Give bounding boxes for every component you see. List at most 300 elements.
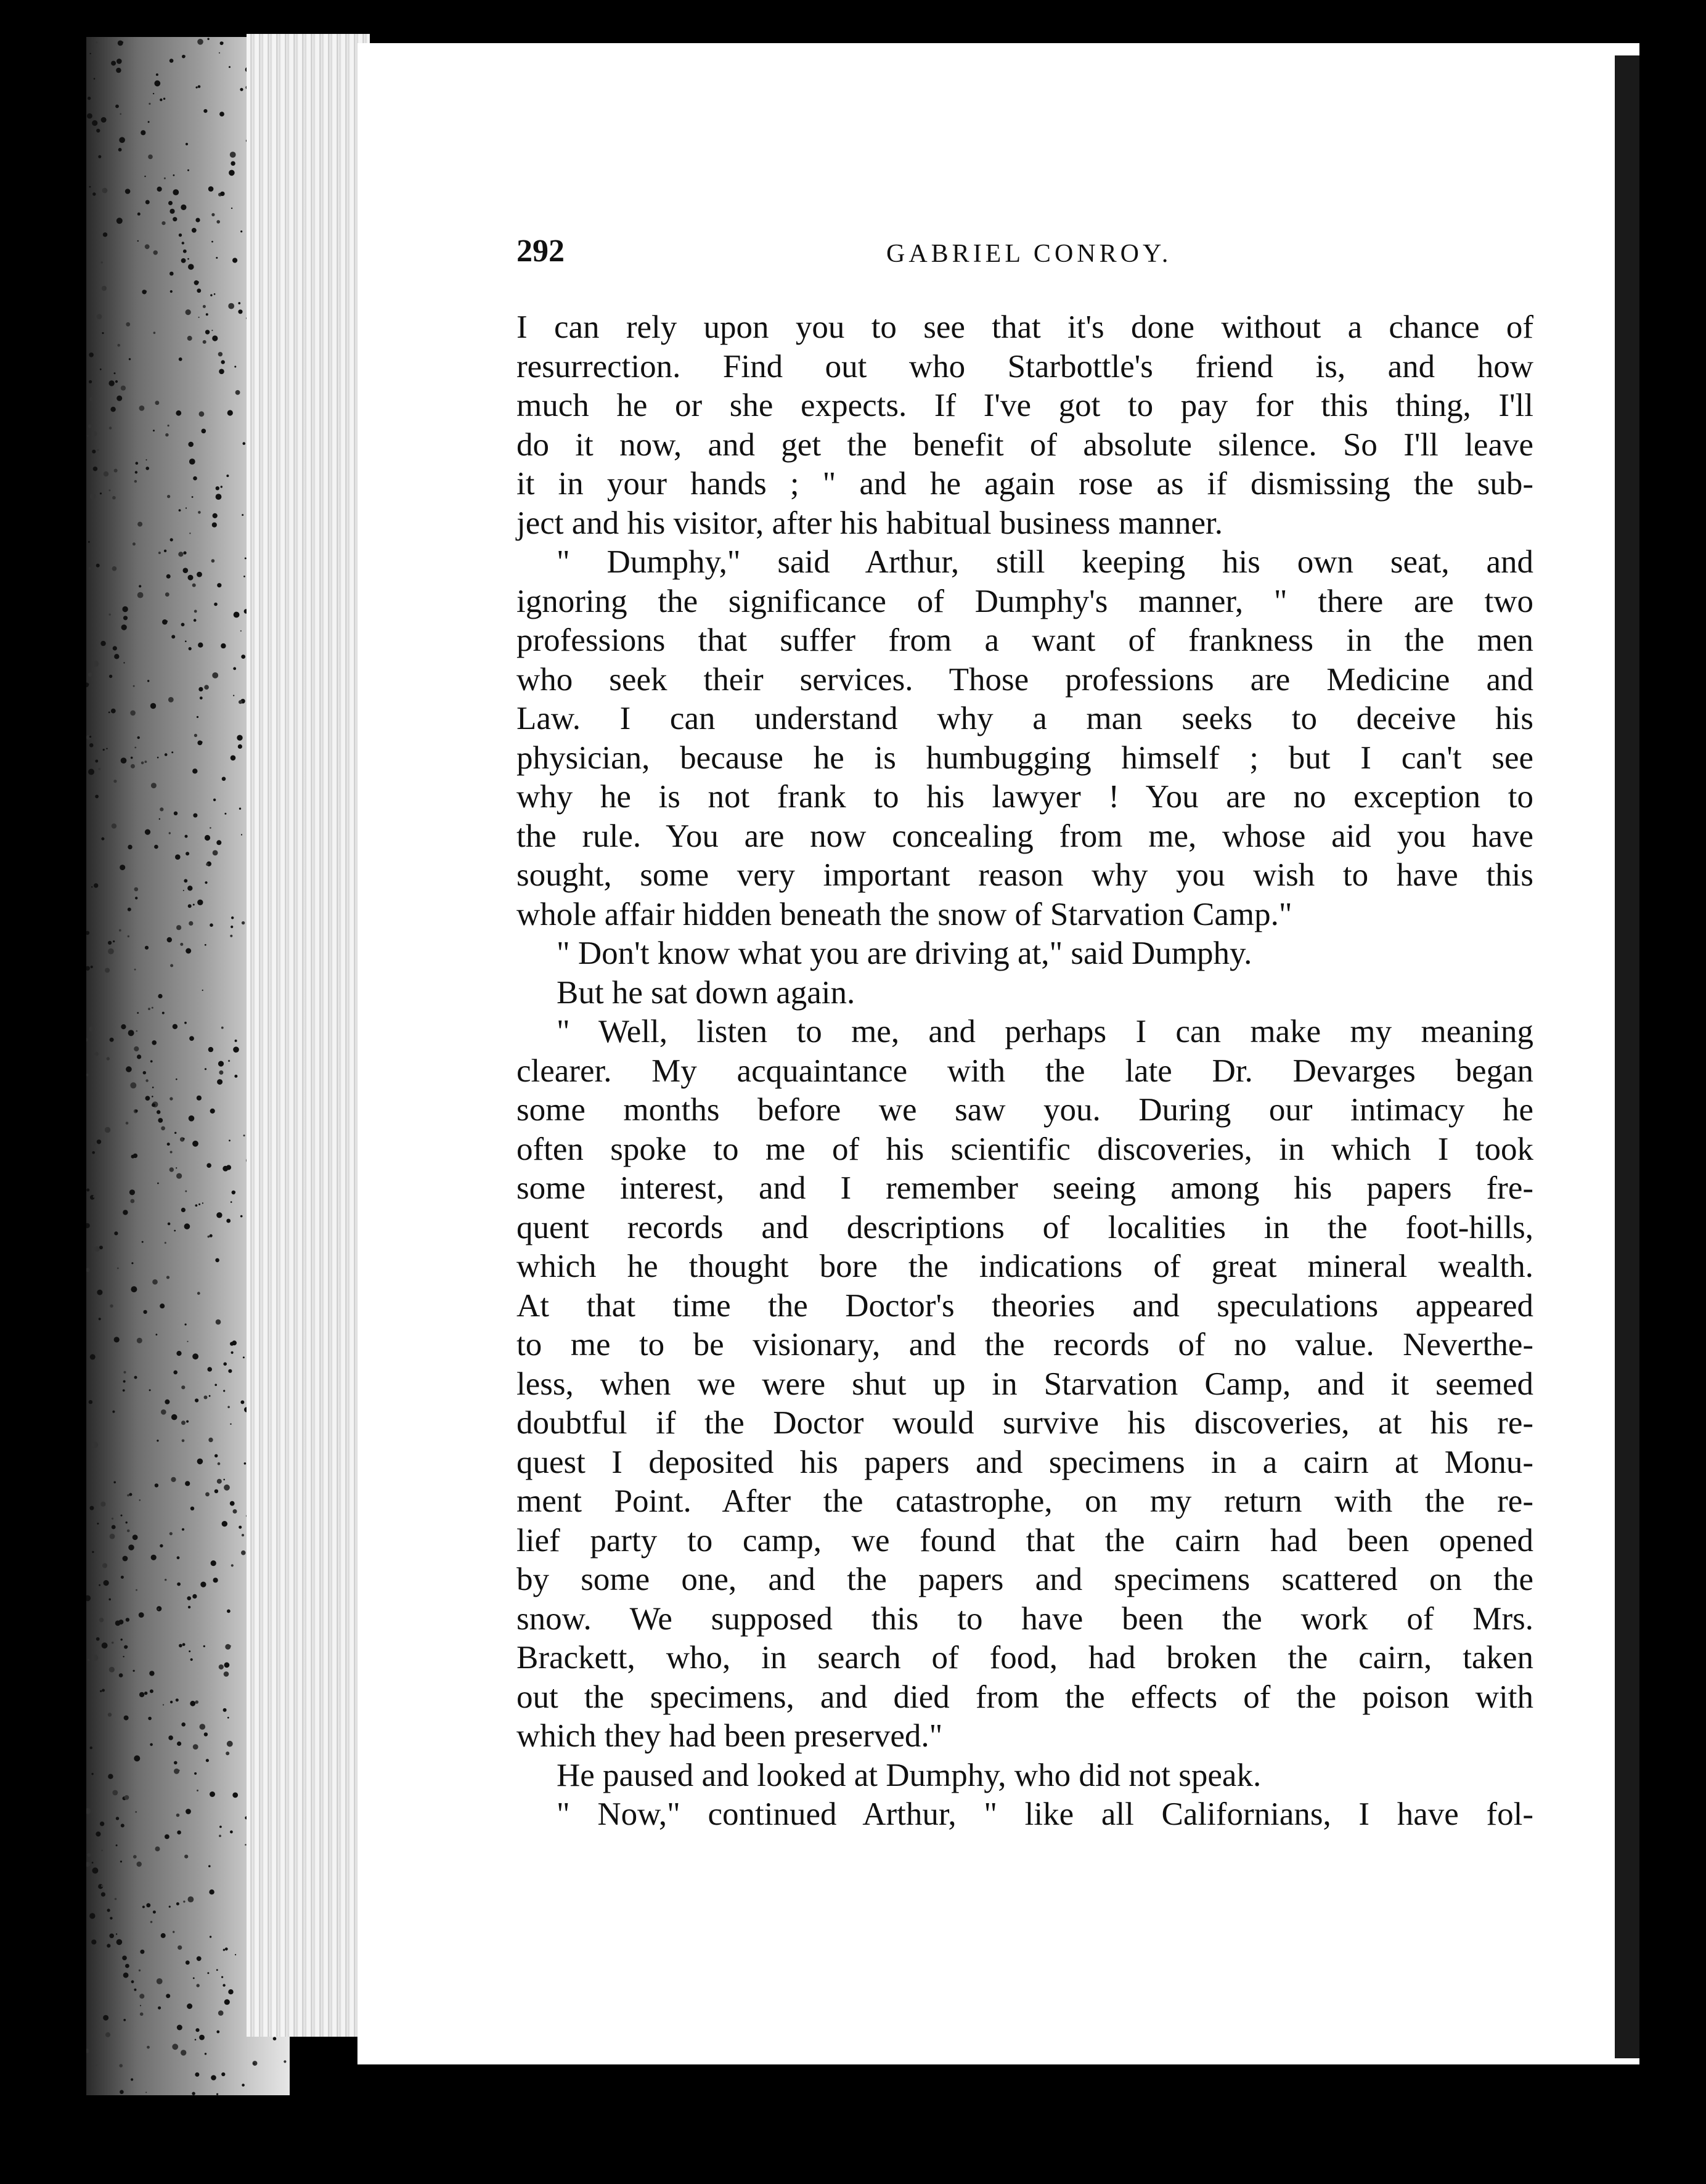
edge-speck — [143, 1310, 147, 1314]
edge-speck — [273, 2037, 277, 2040]
edge-speck — [221, 643, 226, 648]
text-line: do it now, and get the benefit of absolute silence. So I'll leave — [516, 426, 1533, 463]
edge-speck — [149, 103, 150, 105]
edge-speck — [110, 1534, 115, 1539]
edge-speck — [233, 695, 234, 696]
edge-speck — [146, 1903, 150, 1907]
edge-speck — [235, 1954, 236, 1955]
edge-speck — [122, 41, 123, 43]
edge-speck — [148, 155, 153, 160]
edge-speck — [224, 813, 226, 815]
edge-speck — [219, 52, 220, 54]
edge-speck — [150, 1060, 153, 1062]
edge-speck — [139, 1692, 144, 1697]
edge-speck — [210, 1109, 215, 1114]
edge-speck — [95, 760, 98, 763]
edge-speck — [186, 309, 191, 315]
edge-speck — [182, 1528, 184, 1531]
edge-speck — [186, 507, 187, 508]
edge-speck — [94, 78, 96, 80]
text-line: quest I deposited his papers and specimens in a cairn at Monu- — [516, 1444, 1533, 1480]
edge-speck — [135, 897, 137, 899]
edge-speck — [128, 908, 131, 911]
edge-speck — [220, 192, 224, 196]
edge-speck — [241, 1550, 246, 1555]
edge-speck — [195, 1204, 198, 1207]
edge-speck — [122, 1955, 127, 1960]
edge-speck — [117, 1268, 119, 1269]
edge-speck — [137, 1338, 142, 1343]
edge-speck — [157, 1978, 163, 1984]
edge-speck — [213, 850, 218, 856]
edge-speck — [210, 827, 211, 829]
edge-speck — [89, 736, 91, 738]
edge-speck — [169, 1097, 173, 1100]
edge-speck — [202, 990, 203, 991]
edge-speck — [195, 2028, 199, 2032]
edge-speck — [100, 1822, 104, 1826]
edge-speck — [179, 357, 182, 361]
edge-speck — [189, 1650, 190, 1652]
edge-speck — [234, 612, 240, 618]
edge-speck — [151, 1555, 157, 1560]
edge-speck — [167, 495, 170, 498]
edge-speck — [150, 1743, 153, 1746]
edge-speck — [136, 462, 139, 465]
edge-speck — [184, 1022, 187, 1024]
edge-speck — [161, 221, 165, 225]
edge-speck — [91, 886, 92, 887]
edge-speck — [212, 523, 217, 528]
edge-speck — [182, 55, 186, 59]
edge-speck — [87, 683, 89, 685]
edge-speck — [216, 220, 220, 224]
edge-speck — [212, 335, 218, 341]
edge-speck — [199, 2035, 205, 2040]
edge-speck — [92, 1442, 98, 1448]
edge-speck — [242, 921, 245, 924]
edge-speck — [195, 2072, 199, 2077]
edge-speck — [116, 1939, 123, 1946]
edge-speck — [208, 1236, 210, 1238]
edge-speck — [192, 1353, 198, 1359]
text-line: professions that suffer from a want of frankness in the men — [516, 622, 1533, 658]
edge-speck — [182, 242, 184, 244]
edge-speck — [188, 575, 194, 581]
edge-speck — [213, 799, 216, 801]
edge-speck — [222, 1166, 228, 1171]
edge-speck — [181, 623, 185, 627]
edge-speck — [193, 904, 195, 906]
edge-speck — [116, 218, 123, 224]
edge-speck — [223, 1708, 227, 1712]
edge-speck — [163, 1704, 164, 1705]
edge-speck — [234, 1075, 237, 1078]
edge-speck — [175, 854, 181, 860]
edge-speck — [173, 1371, 178, 1375]
edge-speck — [166, 574, 171, 579]
page-stack-edges — [247, 34, 370, 2037]
edge-speck — [100, 1690, 102, 1692]
text-line: to me to be visionary, and the records of no value. Neverthe- — [516, 1327, 1533, 1363]
edge-speck — [243, 1135, 245, 1136]
edge-speck — [121, 1515, 123, 1517]
edge-speck — [91, 1773, 93, 1775]
edge-speck — [187, 258, 189, 260]
edge-speck — [185, 1481, 190, 1486]
edge-speck — [182, 1440, 185, 1443]
edge-speck — [213, 513, 218, 518]
edge-speck — [178, 552, 183, 556]
edge-speck — [198, 511, 201, 514]
edge-speck — [108, 1713, 112, 1716]
edge-speck — [108, 380, 114, 386]
edge-speck — [140, 2005, 141, 2007]
edge-speck — [187, 1341, 188, 1342]
edge-speck — [195, 2039, 197, 2041]
edge-speck — [104, 1580, 109, 1586]
edge-speck — [207, 38, 209, 40]
edge-speck — [143, 1071, 146, 1074]
edge-speck — [139, 1970, 141, 1971]
edge-speck — [137, 1054, 141, 1059]
edge-speck — [128, 935, 129, 937]
edge-speck — [232, 1340, 237, 1345]
edge-speck — [112, 823, 116, 828]
edge-speck — [145, 946, 149, 950]
edge-speck — [224, 1662, 230, 1668]
edge-speck — [90, 397, 94, 401]
edge-speck — [123, 1380, 126, 1383]
edge-speck — [253, 2061, 258, 2066]
text-line: But he sat down again. — [557, 974, 855, 1011]
edge-speck — [211, 559, 215, 563]
edge-speck — [140, 1950, 144, 1954]
edge-speck — [230, 1830, 233, 1833]
edge-speck — [161, 1409, 166, 1415]
edge-speck — [115, 1621, 121, 1626]
edge-speck — [94, 1246, 100, 1252]
edge-speck — [110, 1305, 113, 1308]
edge-speck — [104, 471, 108, 476]
edge-speck — [205, 835, 210, 841]
edge-speck — [128, 1544, 134, 1550]
edge-speck — [197, 716, 198, 718]
edge-speck — [219, 1070, 223, 1075]
edge-speck — [108, 712, 110, 714]
edge-speck — [147, 680, 149, 682]
edge-speck — [129, 1493, 132, 1496]
edge-speck — [233, 667, 236, 670]
text-line: " Now," continued Arthur, " like all Californians, I have fol- — [557, 1796, 1533, 1832]
edge-speck — [158, 1608, 160, 1610]
edge-speck — [131, 1286, 137, 1292]
edge-speck — [194, 734, 197, 737]
edge-speck — [161, 1127, 165, 1131]
edge-speck — [176, 1351, 181, 1356]
edge-speck — [223, 1949, 225, 1950]
edge-speck — [190, 1507, 194, 1510]
edge-speck — [192, 496, 194, 498]
edge-speck — [215, 1258, 219, 1263]
edge-speck — [230, 152, 236, 158]
edge-speck — [123, 1210, 128, 1215]
edge-speck — [137, 213, 141, 216]
edge-speck — [183, 890, 184, 891]
text-line: why he is not frank to his lawyer ! You are no exception to — [516, 779, 1533, 815]
edge-speck — [168, 1223, 171, 1226]
edge-speck — [134, 480, 137, 483]
edge-speck — [160, 1303, 165, 1308]
edge-speck — [126, 1522, 128, 1523]
edge-speck — [169, 1532, 173, 1535]
edge-speck — [206, 1163, 211, 1168]
edge-speck — [110, 1038, 114, 1042]
edge-speck — [147, 2046, 150, 2049]
edge-speck — [96, 2064, 97, 2066]
text-line: snow. We supposed this to have been the work of Mrs. — [516, 1600, 1533, 1637]
edge-speck — [159, 818, 160, 820]
edge-speck — [192, 768, 197, 773]
edge-speck — [237, 735, 242, 741]
edge-speck — [200, 696, 203, 699]
edge-speck — [152, 1096, 153, 1098]
edge-speck — [120, 1860, 122, 1862]
edge-speck — [89, 1506, 94, 1510]
edge-speck — [86, 1595, 91, 1602]
edge-speck — [227, 1610, 231, 1613]
edge-speck — [100, 1502, 105, 1507]
edge-speck — [242, 514, 243, 516]
edge-speck — [91, 966, 93, 968]
edge-speck — [86, 1268, 90, 1272]
edge-speck — [88, 97, 91, 100]
edge-speck — [89, 380, 92, 383]
edge-speck — [221, 486, 222, 487]
edge-speck — [211, 330, 213, 331]
edge-speck — [135, 1811, 137, 1813]
edge-speck — [230, 1424, 231, 1425]
edge-speck — [96, 1832, 100, 1836]
edge-speck — [88, 541, 90, 543]
edge-speck — [108, 614, 110, 616]
edge-speck — [192, 584, 196, 587]
edge-speck — [231, 1201, 232, 1203]
edge-speck — [90, 1354, 96, 1359]
edge-speck — [227, 1406, 230, 1408]
edge-speck — [168, 425, 169, 426]
edge-speck — [216, 2093, 218, 2095]
edge-speck — [110, 1917, 112, 1920]
edge-speck — [240, 88, 243, 91]
edge-speck — [226, 1751, 229, 1755]
edge-speck — [86, 2049, 89, 2053]
edge-speck — [92, 120, 97, 126]
edge-speck — [189, 532, 190, 534]
edge-speck — [137, 240, 139, 242]
edge-speck — [163, 98, 165, 100]
edge-speck — [165, 592, 169, 597]
edge-speck — [134, 969, 136, 971]
edge-speck — [139, 1499, 141, 1501]
edge-speck — [134, 1755, 140, 1761]
edge-speck — [158, 994, 162, 998]
edge-speck — [121, 624, 127, 630]
edge-speck — [227, 410, 233, 415]
edge-speck — [162, 1012, 165, 1014]
edge-speck — [117, 344, 120, 347]
edge-speck — [139, 405, 145, 411]
edge-speck — [101, 837, 104, 841]
edge-speck — [155, 1483, 158, 1487]
edge-speck — [119, 1673, 123, 1677]
edge-speck — [120, 2090, 124, 2094]
edge-speck — [86, 1862, 90, 1867]
edge-speck — [116, 396, 122, 401]
edge-speck — [192, 1594, 197, 1599]
text-line: ignoring the significance of Dumphy's manner, " there are two — [516, 583, 1533, 619]
edge-speck — [177, 1583, 181, 1586]
edge-speck — [231, 208, 232, 209]
edge-speck — [231, 161, 235, 166]
edge-speck — [120, 113, 121, 115]
edge-speck — [230, 1501, 235, 1506]
edge-speck — [133, 685, 135, 687]
edge-speck — [113, 646, 117, 650]
edge-speck — [203, 340, 206, 344]
edge-speck — [224, 1485, 230, 1491]
edge-speck — [218, 352, 222, 356]
edge-speck — [168, 697, 174, 703]
edge-speck — [92, 192, 96, 195]
edge-speck — [103, 2015, 108, 2021]
edge-speck — [105, 1127, 110, 1133]
edge-speck — [239, 700, 242, 704]
edge-speck — [216, 257, 218, 259]
edge-speck — [137, 1862, 142, 1867]
edge-speck — [238, 302, 240, 304]
edge-speck — [166, 1994, 170, 1998]
edge-speck — [102, 286, 107, 291]
edge-speck — [186, 143, 188, 145]
edge-speck — [194, 610, 197, 613]
edge-speck — [160, 1544, 163, 1547]
edge-speck — [239, 1526, 242, 1529]
edge-speck — [197, 39, 203, 45]
edge-speck — [183, 568, 189, 573]
edge-speck — [97, 449, 99, 451]
text-line: some interest, and I remember seeing among his papers fre- — [516, 1170, 1533, 1206]
edge-speck — [114, 469, 118, 473]
edge-speck — [98, 155, 101, 158]
edge-speck — [216, 2031, 219, 2034]
edge-speck — [198, 317, 200, 318]
edge-speck — [134, 1046, 139, 1051]
edge-speck — [230, 935, 232, 937]
edge-speck — [187, 169, 189, 171]
edge-speck — [96, 41, 97, 43]
edge-speck — [113, 940, 115, 942]
edge-speck — [158, 552, 161, 554]
edge-speck — [116, 59, 122, 64]
edge-speck — [185, 640, 187, 642]
edge-speck — [129, 1189, 135, 1195]
edge-speck — [169, 832, 171, 834]
edge-speck — [126, 1122, 129, 1125]
edge-speck — [101, 1893, 105, 1897]
edge-speck — [102, 1689, 105, 1692]
edge-speck — [204, 1732, 208, 1736]
edge-speck — [218, 1462, 221, 1465]
edge-speck — [131, 1262, 133, 1264]
edge-speck — [115, 1898, 117, 1901]
edge-speck — [224, 1671, 229, 1677]
edge-speck — [92, 1655, 98, 1661]
edge-speck — [217, 1479, 222, 1484]
edge-speck — [109, 675, 112, 678]
edge-speck — [131, 757, 133, 759]
edge-speck — [153, 332, 156, 334]
edge-speck — [123, 1973, 129, 1978]
edge-speck — [123, 616, 128, 620]
edge-speck — [145, 200, 150, 205]
edge-speck — [189, 647, 192, 650]
edge-speck — [187, 2003, 192, 2009]
edge-speck — [112, 1642, 114, 1644]
edge-speck — [195, 1398, 198, 1402]
edge-speck — [214, 1454, 218, 1457]
edge-speck — [112, 566, 117, 571]
edge-speck — [225, 1947, 228, 1950]
edge-speck — [189, 458, 195, 465]
edge-speck — [231, 1564, 234, 1567]
edge-speck — [205, 2053, 206, 2055]
edge-speck — [181, 205, 186, 210]
edge-speck — [116, 68, 121, 73]
edge-speck — [98, 768, 100, 770]
edge-speck — [142, 1905, 145, 1908]
edge-speck — [186, 948, 191, 954]
edge-speck — [187, 1596, 191, 1600]
edge-speck — [96, 1637, 100, 1641]
edge-speck — [216, 1319, 221, 1325]
edge-speck — [231, 756, 236, 761]
edge-speck — [157, 1110, 160, 1114]
edge-speck — [186, 1960, 190, 1965]
edge-speck — [139, 1994, 144, 1999]
edge-speck — [205, 330, 210, 334]
edge-speck — [240, 1215, 243, 1218]
edge-speck — [179, 509, 181, 511]
edge-speck — [203, 109, 207, 113]
edge-speck — [188, 904, 192, 908]
edge-speck — [197, 900, 203, 905]
edge-speck — [118, 148, 122, 152]
edge-speck — [173, 189, 179, 195]
edge-speck — [213, 1578, 218, 1583]
edge-speck — [89, 352, 94, 357]
edge-speck — [188, 1896, 194, 1902]
edge-speck — [226, 1219, 231, 1223]
edge-speck — [216, 1969, 218, 1971]
edge-speck — [243, 442, 246, 445]
edge-speck — [197, 281, 198, 283]
edge-speck — [100, 369, 102, 370]
edge-speck — [150, 703, 156, 709]
edge-speck — [216, 494, 222, 500]
edge-speck — [86, 931, 89, 935]
edge-speck — [99, 1584, 100, 1586]
